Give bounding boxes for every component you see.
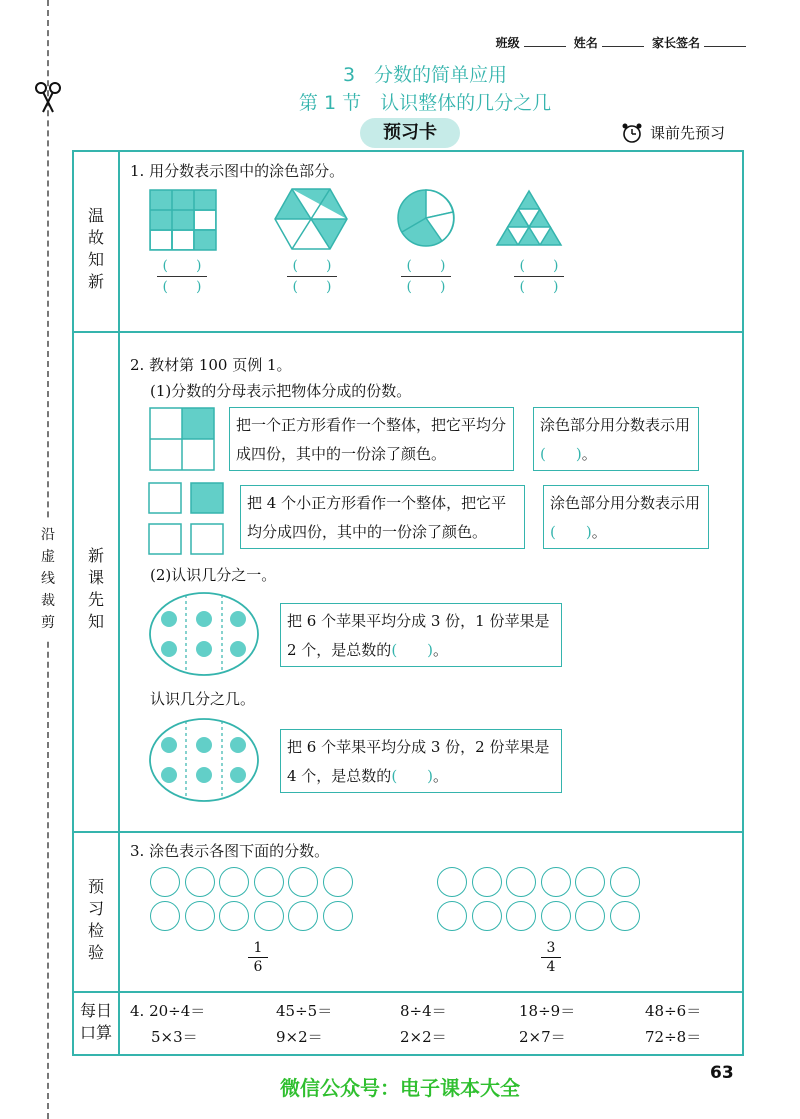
explanation-box-4: 把 6 个苹果平均分成 3 份，2 份苹果是 4 个，是总数的( )。: [280, 729, 562, 793]
left-circle[interactable]: [323, 901, 353, 931]
circle-figure: [396, 188, 456, 248]
calc-r1-c3: 8÷4＝: [400, 1002, 447, 1020]
right-circle[interactable]: [610, 901, 640, 931]
four-small-squares-figure: [149, 483, 223, 555]
chapter-title: 3 分数的简单应用: [342, 64, 508, 86]
label-column-divider: [118, 150, 120, 1056]
subquestion-3: 认识几分之几。: [150, 690, 256, 708]
right-circle[interactable]: [610, 867, 640, 897]
calc-r1-c5: 48÷6＝: [645, 1002, 702, 1020]
left-circle[interactable]: [185, 901, 215, 931]
student-info-header: [496, 34, 750, 51]
right-circle[interactable]: [437, 867, 467, 897]
divider-new: [72, 831, 744, 833]
section-label-new: 新课先知: [88, 546, 105, 631]
answer-box-1: 涂色部分用分数表示用( )。: [533, 407, 699, 471]
answer-box-2: 涂色部分用分数表示用( )。: [543, 485, 709, 549]
right-circle[interactable]: [541, 901, 571, 931]
calc-r2-c5: 72÷8＝: [645, 1028, 702, 1046]
answer-blank-1[interactable]: ( ): [540, 445, 582, 463]
calc-r1-c1: 4. 20÷4＝: [130, 1002, 206, 1020]
answer-fraction-1[interactable]: [157, 258, 207, 295]
class-label: 班级: [495, 36, 520, 50]
answer-numerator-1[interactable]: ( ): [162, 258, 202, 274]
target-fraction-right: 3 4: [541, 940, 561, 975]
question-1: 1. 用分数表示图中的涂色部分。: [130, 162, 345, 180]
name-label: 姓名: [573, 36, 598, 50]
right-circle[interactable]: [472, 867, 502, 897]
left-circle[interactable]: [288, 867, 318, 897]
answer-blank-4[interactable]: ( ): [391, 767, 434, 785]
right-circle[interactable]: [506, 867, 536, 897]
quartered-square-figure: [150, 408, 214, 470]
section-label-review: 温故知新: [88, 206, 105, 291]
section-label-calc: 每日口算: [80, 1001, 113, 1042]
right-circle[interactable]: [575, 901, 605, 931]
question-2: 2. 教材第 100 页例 1。: [130, 356, 292, 374]
answer-fraction-2[interactable]: [287, 258, 337, 295]
calc-r2-c4: 2×7＝: [519, 1028, 566, 1046]
parent-signature-blank[interactable]: [704, 46, 746, 47]
grid-square-figure: [150, 190, 216, 250]
answer-numerator-2[interactable]: ( ): [292, 258, 332, 274]
answer-denominator-1[interactable]: ( ): [162, 279, 202, 295]
left-circle[interactable]: [150, 901, 180, 931]
answer-numerator-3[interactable]: ( ): [406, 258, 446, 274]
right-circle[interactable]: [575, 867, 605, 897]
left-circle[interactable]: [254, 867, 284, 897]
subquestion-2: (2)认识几分之一。: [150, 566, 277, 584]
left-circle[interactable]: [219, 867, 249, 897]
calc-r1-c4: 18÷9＝: [519, 1002, 576, 1020]
class-blank[interactable]: [524, 46, 566, 47]
calc-r1-c2: 45÷5＝: [276, 1002, 333, 1020]
explanation-box-3: 把 6 个苹果平均分成 3 份，1 份苹果是 2 个，是总数的( )。: [280, 603, 562, 667]
left-circle[interactable]: [323, 867, 353, 897]
preview-label: 课前先预习: [650, 124, 726, 142]
preview-card-badge: 预习卡: [360, 118, 460, 148]
apples-oval-figure-2: [148, 717, 260, 803]
name-blank[interactable]: [602, 46, 644, 47]
explanation-box-2: 把 4 个小正方形看作一个整体，把它平均分成四份，其中的一份涂了颜色。: [240, 485, 525, 549]
calc-r2-c2: 9×2＝: [276, 1028, 323, 1046]
answer-denominator-3[interactable]: ( ): [406, 279, 446, 295]
right-circle[interactable]: [472, 901, 502, 931]
hexagon-figure: [274, 188, 348, 250]
question-3: 3. 涂色表示各图下面的分数。: [130, 842, 330, 860]
right-circle[interactable]: [541, 867, 571, 897]
answer-fraction-3[interactable]: [401, 258, 451, 295]
right-circle[interactable]: [506, 901, 536, 931]
triangle-figure: [496, 190, 562, 246]
right-circle[interactable]: [437, 901, 467, 931]
divider-review: [72, 331, 744, 333]
calc-r2-c3: 2×2＝: [400, 1028, 447, 1046]
alarm-clock-icon: [620, 121, 644, 145]
calc-r2-c1: 5×3＝: [151, 1028, 198, 1046]
answer-fraction-4[interactable]: [514, 258, 564, 295]
answer-blank-3[interactable]: ( ): [391, 641, 434, 659]
left-circle[interactable]: [288, 901, 318, 931]
section-title: 第 1 节 认识整体的几分之几: [298, 92, 552, 114]
apples-oval-figure-1: [148, 591, 260, 677]
divider-check: [72, 991, 744, 993]
parent-signature-label: 家长签名: [651, 36, 700, 50]
left-circle[interactable]: [254, 901, 284, 931]
cut-label: 沿虚线裁剪: [40, 520, 56, 638]
page-number: 63: [710, 1063, 734, 1083]
left-circle[interactable]: [185, 867, 215, 897]
footer-watermark: 微信公众号：电子课本大全: [280, 1076, 520, 1100]
answer-denominator-2[interactable]: ( ): [292, 279, 332, 295]
answer-numerator-4[interactable]: ( ): [519, 258, 559, 274]
explanation-box-1: 把一个正方形看作一个整体，把它平均分成四份，其中的一份涂了颜色。: [229, 407, 514, 471]
target-fraction-left: 1 6: [248, 940, 268, 975]
subquestion-1: (1)分数的分母表示把物体分成的份数。: [150, 382, 412, 400]
left-circle[interactable]: [150, 867, 180, 897]
answer-blank-2[interactable]: ( ): [550, 523, 592, 541]
answer-denominator-4[interactable]: ( ): [519, 279, 559, 295]
left-circle[interactable]: [219, 901, 249, 931]
section-label-check: 预习检验: [88, 877, 105, 962]
